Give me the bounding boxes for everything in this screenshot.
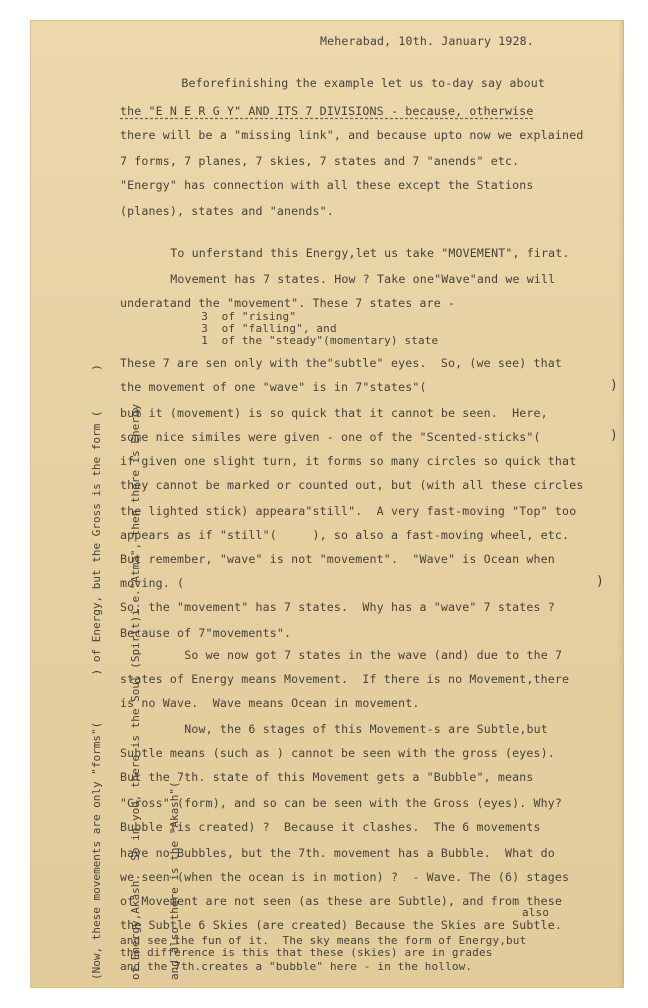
body-line-33: Bubble (is created) ? Because it clashes. The 6 movements xyxy=(120,820,541,834)
body-line-9: Movement has 7 states. How ? Take one"Wave"and we will xyxy=(156,272,556,286)
body-line-36: of Movement are not seen (as these are Subtle), and from these xyxy=(120,894,563,908)
closing-bracket: ) xyxy=(596,574,604,589)
body-line-32: "Gross" (form), and so can be seen with the Gross (eyes). Why? xyxy=(120,796,563,810)
body-line-20: the lighted stick) appeara"still". A very fast-moving "Top" too xyxy=(120,504,577,518)
body-line-8: To unferstand this Energy,let us take "MOVEMENT", firat. xyxy=(156,246,570,260)
body-line-1: Beforefinishing the example let us to-day say about xyxy=(160,76,546,90)
body-line-15: the movement of one "wave" is in 7"states"( xyxy=(120,380,427,394)
page-date-header: Meherabad, 10th. January 1928. xyxy=(320,34,534,48)
margin-note-line: and also there is the "Akash"( xyxy=(168,768,181,980)
body-line-25: Because of 7"movements". xyxy=(120,626,292,640)
body-line-21: appears as if "still"( ), so also a fast-moving wheel, etc. xyxy=(120,528,570,542)
body-line-14: These 7 are sen only with the"subtle" eyes. So, (we see) that xyxy=(120,356,563,370)
body-line-29: Now, the 6 stages of this Movement-s are Subtle,but xyxy=(170,722,548,736)
closing-bracket: ) xyxy=(610,428,618,443)
handwritten-insert-also: also xyxy=(522,906,550,919)
body-line-13: 1 of the "steady"(momentary) state xyxy=(120,334,439,347)
typed-page xyxy=(30,20,624,988)
body-line-10: underatand the "movement". These 7 states are - xyxy=(120,296,456,310)
body-line-26: So we now got 7 states in the wave (and) due to the 7 xyxy=(170,648,563,662)
body-line-24: So, the "movement" has 7 states. Why has a "wave" 7 states ? xyxy=(120,600,555,614)
body-line-11: 3 of "rising" xyxy=(120,310,297,323)
body-line-37: the Subtle 6 Skies (are created) Because the Skies are Subtle. xyxy=(120,918,563,932)
body-line-40: and the 7th.creates a "bubble" here - in the hollow. xyxy=(120,960,473,973)
body-line-19: they cannot be marked or counted out, but (with all these circles xyxy=(120,478,584,492)
vertical-margin-note xyxy=(64,120,207,980)
body-line-16: but it (movement) is so quick that it cannot be seen. Here, xyxy=(120,406,548,420)
paper-edge-shadow xyxy=(618,20,624,988)
body-line-2: the "E N E R G Y" AND ITS 7 DIVISIONS - because, otherwise xyxy=(120,104,534,118)
body-line-23: moving. ( xyxy=(120,576,185,590)
body-line-31: But the 7th. state of this Movement gets a "Bubble", means xyxy=(120,770,534,784)
body-line-6: (planes), states and "anends". xyxy=(120,204,334,218)
body-line-27: states of Energy means Movement. If there is no Movement,there xyxy=(120,672,570,686)
body-line-4: 7 forms, 7 planes, 7 skies, 7 states and 7 "anends" etc. xyxy=(120,154,520,168)
body-line-28: is no Wave. Wave means Ocean in movement. xyxy=(120,696,420,710)
body-line-30: Subtle means (such as ) cannot be seen with the gross (eyes). xyxy=(120,746,555,760)
body-line-22: But remember, "wave" is not "movement". "Wave" is Ocean when xyxy=(120,552,555,566)
closing-bracket: ) xyxy=(610,378,618,393)
margin-note-line: of Energy,Akash. So in you, there is the Soul (Spirit)i.e."Atma", then there is Energy xyxy=(129,403,142,980)
body-line-35: we seen (when the ocean is in motion) ? - Wave. The (6) stages xyxy=(120,870,570,884)
body-line-17: some nice similes were given - one of the "Scented-sticks"( xyxy=(120,430,541,444)
body-line-3: there will be a "missing link", and because upto now we explained xyxy=(120,128,584,142)
body-line-34: have no Bubbles, but the 7th. movement has a Bubble. What do xyxy=(120,846,555,860)
body-line-39: the difference is this that these (skies) are in grades xyxy=(120,946,493,959)
body-line-38: and see the fun of it. The sky means the form of Energy,but xyxy=(120,934,527,947)
body-line-12: 3 of "falling", and xyxy=(120,322,337,335)
margin-note-line: (Now, these movements are only "forms"( ) of Energy, but the Gross is the form ( ) xyxy=(90,364,103,980)
body-line-18: if given one slight turn, it forms so many circles so quick that xyxy=(120,454,577,468)
body-line-5: "Energy" has connection with all these except the Stations xyxy=(120,178,534,192)
